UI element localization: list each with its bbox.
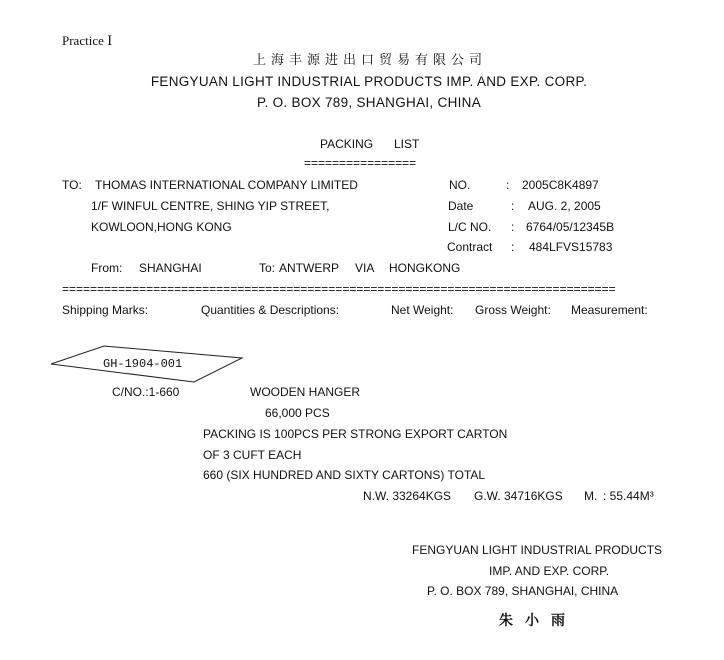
ref-no-label: NO.	[449, 178, 471, 192]
ref-lc-label: L/C NO.	[448, 220, 492, 234]
goods-quantity: 66,000 PCS	[265, 406, 330, 420]
column-header-gross-weight: Gross Weight:	[475, 303, 551, 317]
route-to-value: ANTWERP	[279, 261, 339, 275]
route-to-label: To:	[259, 261, 276, 275]
net-weight-value: N.W. 33264KGS	[363, 489, 452, 503]
measurement-label: M.	[584, 489, 598, 503]
doc-title-packing: PACKING	[320, 137, 374, 151]
column-header-measurement: Measurement:	[571, 303, 648, 317]
route-from-value: SHANGHAI	[139, 261, 202, 275]
practice-label: Practice Ⅰ	[62, 33, 113, 48]
company-name-chinese: 上海丰源进出口贸易有限公司	[252, 53, 487, 68]
carton-total: 660 (SIX HUNDRED AND SIXTY CARTONS) TOTAL	[203, 468, 486, 482]
ref-no-colon: :	[506, 178, 510, 192]
shipping-mark-code: GH-1904-001	[103, 357, 183, 371]
route-via-value: HONGKONG	[389, 261, 461, 275]
signature-company-line2: IMP. AND EXP. CORP.	[489, 564, 610, 578]
ref-contract-label: Contract	[447, 240, 493, 254]
separator-line: ===============================================================================	[62, 283, 616, 295]
packing-description-line1: PACKING IS 100PCS PER STRONG EXPORT CARTON	[203, 427, 508, 441]
column-header-marks: Shipping Marks:	[62, 303, 149, 317]
column-header-descriptions: Quantities & Descriptions:	[201, 303, 340, 317]
ref-contract-colon: :	[511, 240, 515, 254]
to-address-line1: 1/F WINFUL CENTRE, SHING YIP STREET,	[91, 199, 330, 213]
signer-name: 朱小雨	[499, 613, 577, 629]
gross-weight-value: G.W. 34716KGS	[474, 489, 563, 503]
to-company: THOMAS INTERNATIONAL COMPANY LIMITED	[95, 178, 358, 192]
column-header-net-weight: Net Weight:	[391, 303, 454, 317]
ref-date-colon: :	[511, 199, 515, 213]
signature-company-line1: FENGYUAN LIGHT INDUSTRIAL PRODUCTS	[412, 543, 663, 557]
company-address: P. O. BOX 789, SHANGHAI, CHINA	[256, 95, 482, 110]
to-address-line2: KOWLOON,HONG KONG	[91, 220, 232, 234]
doc-title-list: LIST	[394, 137, 420, 151]
route-from-label: From:	[91, 261, 123, 275]
measurement-value: : 55.44M³	[603, 489, 654, 503]
ref-lc-colon: :	[511, 220, 515, 234]
ref-no-value: 2005C8K4897	[522, 178, 599, 192]
doc-title-underline: ================	[304, 156, 417, 170]
goods-name: WOODEN HANGER	[250, 385, 361, 399]
ref-lc-value: 6764/05/12345B	[526, 220, 615, 234]
ref-date-label: Date	[448, 199, 474, 213]
ref-contract-value: 484LFVS15783	[529, 240, 613, 254]
route-via-label: VIA	[355, 261, 375, 275]
ref-date-value: AUG. 2, 2005	[528, 199, 601, 213]
signature-address: P. O. BOX 789, SHANGHAI, CHINA	[427, 584, 619, 598]
carton-number: C/NO.:1-660	[112, 385, 180, 399]
company-name-english: FENGYUAN LIGHT INDUSTRIAL PRODUCTS IMP. AND EXP. CORP.	[150, 74, 588, 89]
packing-description-line2: OF 3 CUFT EACH	[203, 448, 302, 462]
to-label: TO:	[62, 178, 82, 192]
